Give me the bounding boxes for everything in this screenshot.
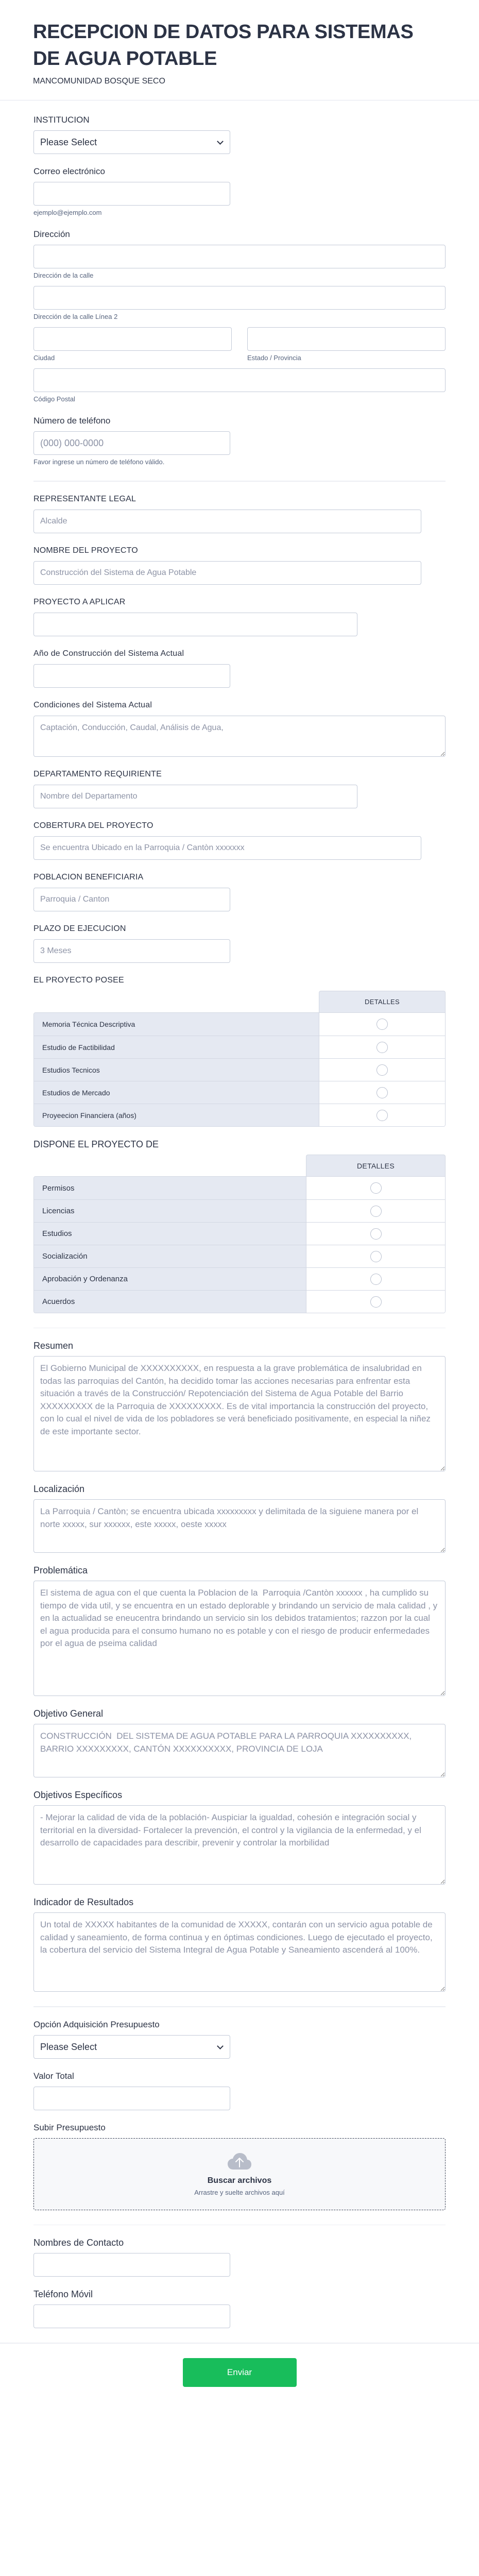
opcion-presupuesto-label: Opción Adquisición Presupuesto xyxy=(33,2020,160,2029)
nombre-proyecto-field xyxy=(33,546,446,585)
address-label: Dirección xyxy=(33,229,70,239)
indicador-textarea[interactable] xyxy=(33,1912,446,1992)
row-label: Estudios Tecnicos xyxy=(34,1059,319,1081)
form-header xyxy=(0,0,479,100)
row-label: Aprobación y Ordenanza xyxy=(34,1268,306,1290)
objetivo-general-field xyxy=(33,1708,446,1777)
chevron-down-icon xyxy=(217,138,224,145)
proyecto-aplicar-input[interactable] xyxy=(33,613,357,636)
row-radio[interactable] xyxy=(370,1182,382,1194)
condiciones-textarea[interactable] xyxy=(33,716,446,757)
form-title-line-2: DE AGUA POTABLE xyxy=(33,48,217,70)
movil-field xyxy=(33,2289,446,2328)
email-sublabel: ejemplo@ejemplo.com xyxy=(33,209,102,216)
nombre-proyecto-input[interactable] xyxy=(33,561,421,585)
state-sublabel: Estado / Provincia xyxy=(247,354,301,362)
table-row xyxy=(34,1013,445,1036)
objetivos-especificos-field xyxy=(33,1790,446,1885)
table-row xyxy=(34,1290,445,1313)
row-radio[interactable] xyxy=(377,1019,388,1030)
representante-field xyxy=(33,494,446,533)
dispone-field xyxy=(33,1139,446,1313)
opcion-presupuesto-select[interactable] xyxy=(33,2035,230,2059)
plazo-label: PLAZO DE EJECUCION xyxy=(33,924,126,933)
table-row xyxy=(34,1199,445,1222)
form-title-line-1: RECEPCION DE DATOS PARA SISTEMAS xyxy=(33,21,414,43)
table-row xyxy=(34,1036,445,1058)
table-row xyxy=(34,1177,445,1199)
institucion-select-value: Please Select xyxy=(40,137,97,147)
row-label: Permisos xyxy=(34,1177,306,1199)
movil-label: Teléfono Móvil xyxy=(33,2289,93,2299)
indicador-label: Indicador de Resultados xyxy=(33,1897,134,1907)
street2-sublabel: Dirección de la calle Línea 2 xyxy=(33,313,118,320)
row-radio[interactable] xyxy=(370,1206,382,1217)
problematica-textarea[interactable] xyxy=(33,1581,446,1696)
resumen-field xyxy=(33,1341,446,1471)
table-row xyxy=(34,1104,445,1126)
departamento-field xyxy=(33,769,446,808)
chevron-down-icon xyxy=(217,2043,224,2049)
row-label: Memoria Técnica Descriptiva xyxy=(34,1013,319,1036)
state-input[interactable] xyxy=(247,327,446,351)
street2-input[interactable] xyxy=(33,286,446,310)
contacto-field xyxy=(33,2238,446,2277)
email-input[interactable] xyxy=(33,182,230,206)
table-row xyxy=(34,1081,445,1104)
section-divider xyxy=(33,481,446,482)
phone-label: Número de teléfono xyxy=(33,416,111,426)
city-state-row xyxy=(33,327,446,362)
form-subtitle: MANCOMUNIDAD BOSQUE SECO xyxy=(33,77,165,86)
institucion-label: INSTITUCION xyxy=(33,115,90,125)
cobertura-field xyxy=(33,821,446,860)
submit-button[interactable]: Enviar xyxy=(183,2358,297,2387)
row-radio[interactable] xyxy=(370,1274,382,1285)
row-radio[interactable] xyxy=(370,1228,382,1240)
objetivos-especificos-label: Objetivos Específicos xyxy=(33,1790,123,1800)
email-field xyxy=(33,166,446,217)
opcion-presupuesto-value: Please Select xyxy=(40,2041,97,2052)
row-radio[interactable] xyxy=(377,1110,388,1121)
subir-presupuesto-label: Subir Presupuesto xyxy=(33,2123,106,2132)
row-radio[interactable] xyxy=(377,1087,388,1098)
table-row xyxy=(34,1245,445,1267)
representante-label: REPRESENTANTE LEGAL xyxy=(33,495,136,503)
movil-input[interactable] xyxy=(33,2304,230,2328)
poblacion-label: POBLACION BENEFICIARIA xyxy=(33,873,144,882)
problematica-field xyxy=(33,1565,446,1696)
objetivo-general-label: Objetivo General xyxy=(33,1708,104,1719)
row-label: Proyeecion Financiera (años) xyxy=(34,1104,319,1126)
anio-input[interactable] xyxy=(33,664,230,688)
departamento-label: DEPARTAMENTO REQUIRIENTE xyxy=(33,770,162,778)
row-label: Acuerdos xyxy=(34,1291,306,1313)
proyecto-posee-field xyxy=(33,975,446,1127)
contacto-input[interactable] xyxy=(33,2253,230,2277)
poblacion-input[interactable] xyxy=(33,888,230,911)
row-label: Estudios xyxy=(34,1223,306,1245)
table-row xyxy=(34,1267,445,1290)
row-label: Estudio de Factibilidad xyxy=(34,1036,319,1058)
address-field xyxy=(33,229,446,403)
dispone-table xyxy=(33,1176,446,1313)
street-input[interactable] xyxy=(33,245,446,268)
row-radio[interactable] xyxy=(377,1042,388,1053)
anio-label: Año de Construcción del Sistema Actual xyxy=(33,649,184,658)
form-title xyxy=(33,19,446,72)
valor-total-field xyxy=(33,2071,446,2110)
departamento-input[interactable] xyxy=(33,785,357,808)
postal-sublabel: Código Postal xyxy=(33,395,75,403)
plazo-input[interactable] xyxy=(33,939,230,963)
form-footer xyxy=(0,2343,479,2408)
dispone-column-header: DETALLES xyxy=(306,1155,446,1176)
drop-hint: Arrastre y suelte archivos aquí xyxy=(194,2188,285,2196)
table-row xyxy=(34,1222,445,1245)
cloud-upload-icon xyxy=(227,2153,252,2170)
city-sublabel: Ciudad xyxy=(33,354,55,362)
institucion-field xyxy=(33,115,446,154)
proyecto-aplicar-label: PROYECTO A APLICAR xyxy=(33,598,126,606)
form-body xyxy=(0,115,479,2328)
localizacion-field xyxy=(33,1484,446,1553)
subir-presupuesto-field xyxy=(33,2123,446,2210)
proyecto-posee-column-header: DETALLES xyxy=(319,991,446,1012)
resumen-textarea[interactable] xyxy=(33,1356,446,1471)
table-row xyxy=(34,1058,445,1081)
row-label: Socialización xyxy=(34,1245,306,1267)
valor-total-input[interactable] xyxy=(33,2087,230,2110)
city-input[interactable] xyxy=(33,327,232,351)
row-label: Licencias xyxy=(34,1200,306,1222)
anio-field xyxy=(33,649,446,688)
row-radio[interactable] xyxy=(370,1251,382,1262)
problematica-label: Problemática xyxy=(33,1565,88,1575)
cobertura-label: COBERTURA DEL PROYECTO xyxy=(33,821,153,830)
condiciones-label: Condiciones del Sistema Actual xyxy=(33,701,152,709)
condiciones-field xyxy=(33,700,446,757)
proyecto-aplicar-field xyxy=(33,597,446,636)
plazo-field xyxy=(33,924,446,963)
dispone-label: DISPONE EL PROYECTO DE xyxy=(33,1139,159,1149)
localizacion-label: Localización xyxy=(33,1484,85,1494)
contacto-label: Nombres de Contacto xyxy=(33,2238,124,2248)
postal-input[interactable] xyxy=(33,368,446,392)
poblacion-field xyxy=(33,872,446,911)
resumen-label: Resumen xyxy=(33,1341,74,1351)
row-radio[interactable] xyxy=(370,1296,382,1308)
institucion-select[interactable] xyxy=(33,130,230,154)
representante-input[interactable] xyxy=(33,510,421,533)
cobertura-input[interactable] xyxy=(33,836,421,860)
row-radio[interactable] xyxy=(377,1064,388,1076)
nombre-proyecto-label: NOMBRE DEL PROYECTO xyxy=(33,546,138,555)
proyecto-posee-table xyxy=(33,1012,446,1127)
indicador-field xyxy=(33,1897,446,1992)
phone-sublabel: Favor ingrese un número de teléfono válido. xyxy=(33,458,165,466)
email-label: Correo electrónico xyxy=(33,166,105,176)
objetivo-general-textarea[interactable] xyxy=(33,1724,446,1777)
section-divider xyxy=(33,2006,446,2007)
phone-input[interactable] xyxy=(33,431,230,455)
objetivos-especificos-textarea[interactable] xyxy=(33,1805,446,1885)
proyecto-posee-label: EL PROYECTO POSEE xyxy=(33,976,124,985)
valor-total-label: Valor Total xyxy=(33,2071,74,2081)
file-upload-dropzone[interactable] xyxy=(33,2138,446,2210)
street-sublabel: Dirección de la calle xyxy=(33,272,94,279)
localizacion-textarea[interactable] xyxy=(33,1499,446,1553)
row-label: Estudios de Mercado xyxy=(34,1081,319,1104)
opcion-presupuesto-field xyxy=(33,2020,446,2059)
phone-field xyxy=(33,416,446,466)
browse-files-link[interactable]: Buscar archivos xyxy=(207,2176,272,2185)
